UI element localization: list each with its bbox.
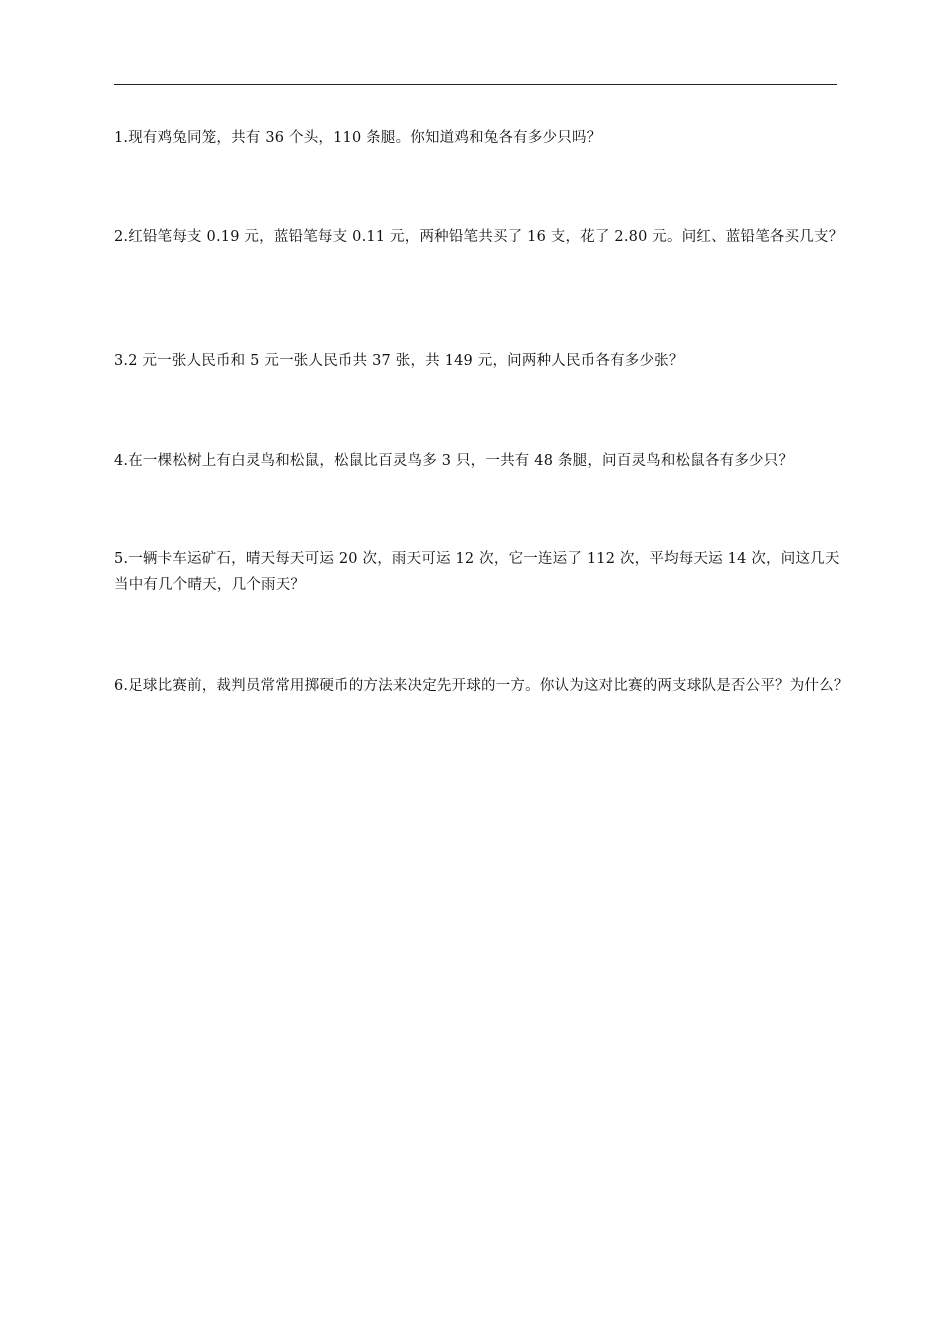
- question-2: 2.红铅笔每支 0.19 元，蓝铅笔每支 0.11 元，两种铅笔共买了 16 支，花了 2.80 元。问红、蓝铅笔各买几支？: [114, 229, 844, 245]
- header-rule: [114, 84, 837, 85]
- question-1: 1.现有鸡兔同笼，共有 36 个头，110 条腿。你知道鸡和兔各有多少只吗？: [114, 130, 602, 146]
- question-4: 4.在一棵松树上有白灵鸟和松鼠，松鼠比百灵鸟多 3 只，一共有 48 条腿，问百灵鸟和松鼠各有多少只？: [114, 453, 794, 469]
- question-6: 6.足球比赛前，裁判员常常用掷硬币的方法来决定先开球的一方。你认为这对比赛的两支球队是否公平？为什么？: [114, 678, 849, 694]
- question-5: 5.一辆卡车运矿石，晴天每天可运 20 次，雨天可运 12 次，它一连运了 112 次，平均每天运 14 次，问这几天当中有几个晴天，几个雨天？: [114, 551, 840, 593]
- question-3: 3.2 元一张人民币和 5 元一张人民币共 37 张，共 149 元，问两种人民币各有多少张？: [114, 353, 684, 369]
